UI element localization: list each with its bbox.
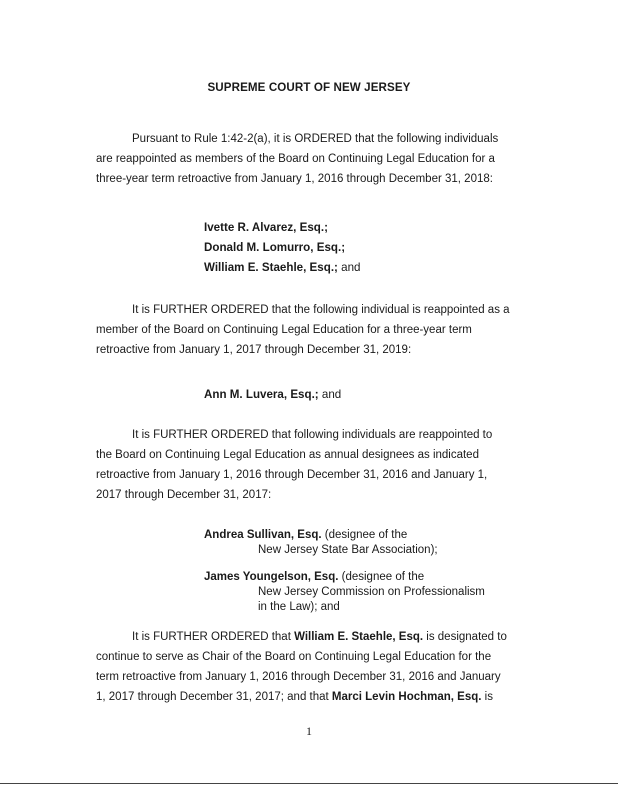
list-item	[204, 385, 341, 405]
designee-note: (designee of the	[338, 571, 425, 583]
paragraph-line	[96, 627, 536, 647]
appointee-suffix: and	[318, 388, 342, 401]
reappointee-list-1	[204, 218, 360, 278]
paragraph-line: retroactive from January 1, 2017 through December 31, 2019:	[96, 344, 412, 356]
appointee-name: William E. Staehle, Esq.;	[204, 261, 338, 274]
list-item	[204, 238, 360, 258]
paragraph-line: 2017 through December 31, 2017:	[96, 489, 272, 501]
designee-james-youngelson	[204, 570, 485, 615]
paragraph-line: member of the Board on Continuing Legal Education for a three-year term	[96, 324, 472, 336]
order-paragraph-3	[96, 425, 536, 505]
paragraph-text: 1, 2017 through December 31, 2017; and that	[96, 691, 332, 703]
designee-line: New Jersey State Bar Association);	[258, 544, 438, 556]
paragraph-line: continue to serve as Chair of the Board on Continuing Legal Education for the	[96, 651, 492, 663]
designee-line: New Jersey Commission on Professionalism	[258, 586, 485, 598]
paragraph-line: the Board on Continuing Legal Education as annual designees as indicated	[96, 449, 479, 461]
chair-name: William E. Staehle, Esq.	[294, 631, 424, 643]
designee-line: in the Law); and	[258, 601, 340, 613]
designee-line	[204, 528, 438, 543]
page-number: 1	[306, 724, 312, 738]
paragraph-line: are reappointed as members of the Board on Continuing Legal Education for a	[96, 153, 495, 165]
appointee-name: Ann M. Luvera, Esq.;	[204, 388, 319, 401]
appointee-name: Marci Levin Hochman, Esq.	[331, 691, 482, 703]
list-item	[204, 258, 360, 278]
paragraph-line: term retroactive from January 1, 2016 through December 31, 2016 and January	[96, 671, 501, 683]
paragraph-text: is	[481, 691, 493, 703]
designee-line	[204, 570, 485, 585]
paragraph-line: Pursuant to Rule 1:42-2(a), it is ORDERED that the following individuals	[132, 133, 499, 145]
order-paragraph-4	[96, 627, 536, 707]
order-paragraph-2	[96, 300, 536, 360]
court-title: SUPREME COURT OF NEW JERSEY	[207, 81, 411, 94]
paragraph-line: retroactive from January 1, 2016 through December 31, 2016 and January 1,	[96, 469, 488, 481]
order-paragraph-1	[96, 129, 536, 189]
designee-andrea-sullivan	[204, 528, 438, 558]
paragraph-line	[96, 687, 536, 707]
paragraph-text: is designated to	[423, 631, 507, 643]
appointee-name: Donald M. Lomurro, Esq.;	[204, 241, 346, 254]
appointee-name: Ivette R. Alvarez, Esq.;	[204, 221, 328, 234]
bottom-rule	[0, 783, 618, 784]
paragraph-line: three-year term retroactive from January 1, 2016 through December 31, 2018:	[96, 173, 493, 185]
reappointee-list-2	[204, 385, 341, 405]
paragraph-line: It is FURTHER ORDERED that the following individual is reappointed as a	[132, 304, 510, 316]
paragraph-line: It is FURTHER ORDERED that following individuals are reappointed to	[132, 429, 493, 441]
designee-name: James Youngelson, Esq.	[204, 571, 339, 583]
paragraph-text: It is FURTHER ORDERED that	[132, 631, 295, 643]
designee-note: (designee of the	[321, 529, 408, 541]
appointee-suffix: and	[337, 261, 361, 274]
list-item	[204, 218, 360, 238]
designee-name: Andrea Sullivan, Esq.	[204, 529, 322, 541]
